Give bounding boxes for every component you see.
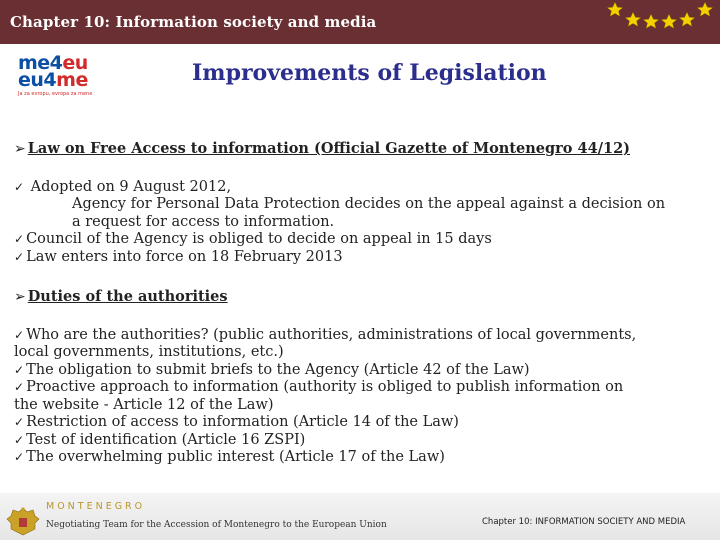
header-bar [0, 0, 720, 44]
list-item: ✓ Adopted on 9 August 2012, [14, 178, 232, 195]
country-name: MONTENEGRO [46, 501, 146, 512]
negotiating-team-text: Negotiating Team for the Accession of Montenegro to the European Union [46, 520, 387, 530]
checkmark-icon: ✓ [14, 327, 25, 342]
checkmark-icon: ✓ [14, 450, 25, 464]
footer-chapter-label: Chapter 10: INFORMATION SOCIETY AND MEDIA [482, 517, 686, 527]
list-item: ✓ Who are the authorities? (public authorities, administrations of local governments, [14, 326, 637, 343]
slide-content [14, 140, 704, 467]
checkmark-icon: ✓ [14, 415, 25, 429]
list-item: the website - Article 12 of the Law) [14, 396, 274, 413]
list-item: ✓ Law enters into force on 18 February 2013 [14, 248, 343, 265]
section-heading-law: ➢ Law on Free Access to information (Official Gazette of Montenegro 44/12) [14, 140, 631, 157]
checkmark-icon: ✓ [14, 380, 25, 394]
footer [0, 493, 720, 540]
checkmark-icon: ✓ [14, 249, 25, 264]
checkmark-icon: ✓ [14, 232, 25, 246]
section-heading-duties: ➢ Duties of the authorities [14, 288, 228, 305]
me4eu-logo [18, 52, 118, 100]
list-item: ✓ Restriction of access to information (Article 14 of the Law) [14, 414, 459, 430]
list-item: ✓ Test of identification (Article 16 ZSPI) [14, 431, 306, 448]
logo-line-2: eu4me [18, 69, 88, 91]
list-item: local governments, institutions, etc.) [14, 344, 284, 360]
chapter-title: Chapter 10: Information society and media [10, 13, 377, 31]
arrow-bullet-icon: ➢ [14, 141, 26, 157]
logo-tagline: Ja za evropu, evropa za mene [18, 91, 93, 97]
arrow-bullet-icon: ➢ [14, 289, 26, 305]
list-item: Agency for Personal Data Protection decides on the appeal against a decision on [72, 196, 666, 212]
logo-line-1: me4eu [18, 52, 88, 74]
checkmark-icon: ✓ [14, 179, 25, 194]
checkmark-icon: ✓ [14, 362, 25, 377]
eu-stars-icon [605, 0, 720, 40]
checkmark-icon: ✓ [14, 432, 25, 447]
list-item: ✓ Council of the Agency is obliged to decide on appeal in 15 days [14, 231, 492, 247]
list-item: ✓ The overwhelming public interest (Article 17 of the Law) [14, 449, 445, 465]
list-item: a request for access to information. [72, 213, 335, 230]
montenegro-coat-of-arms-icon [5, 505, 41, 537]
list-item: ✓ The obligation to submit briefs to the Agency (Article 42 of the Law) [14, 361, 530, 378]
slide-title: Improvements of Legislation [192, 60, 547, 86]
list-item: ✓ Proactive approach to information (authority is obliged to publish information on [14, 379, 624, 395]
